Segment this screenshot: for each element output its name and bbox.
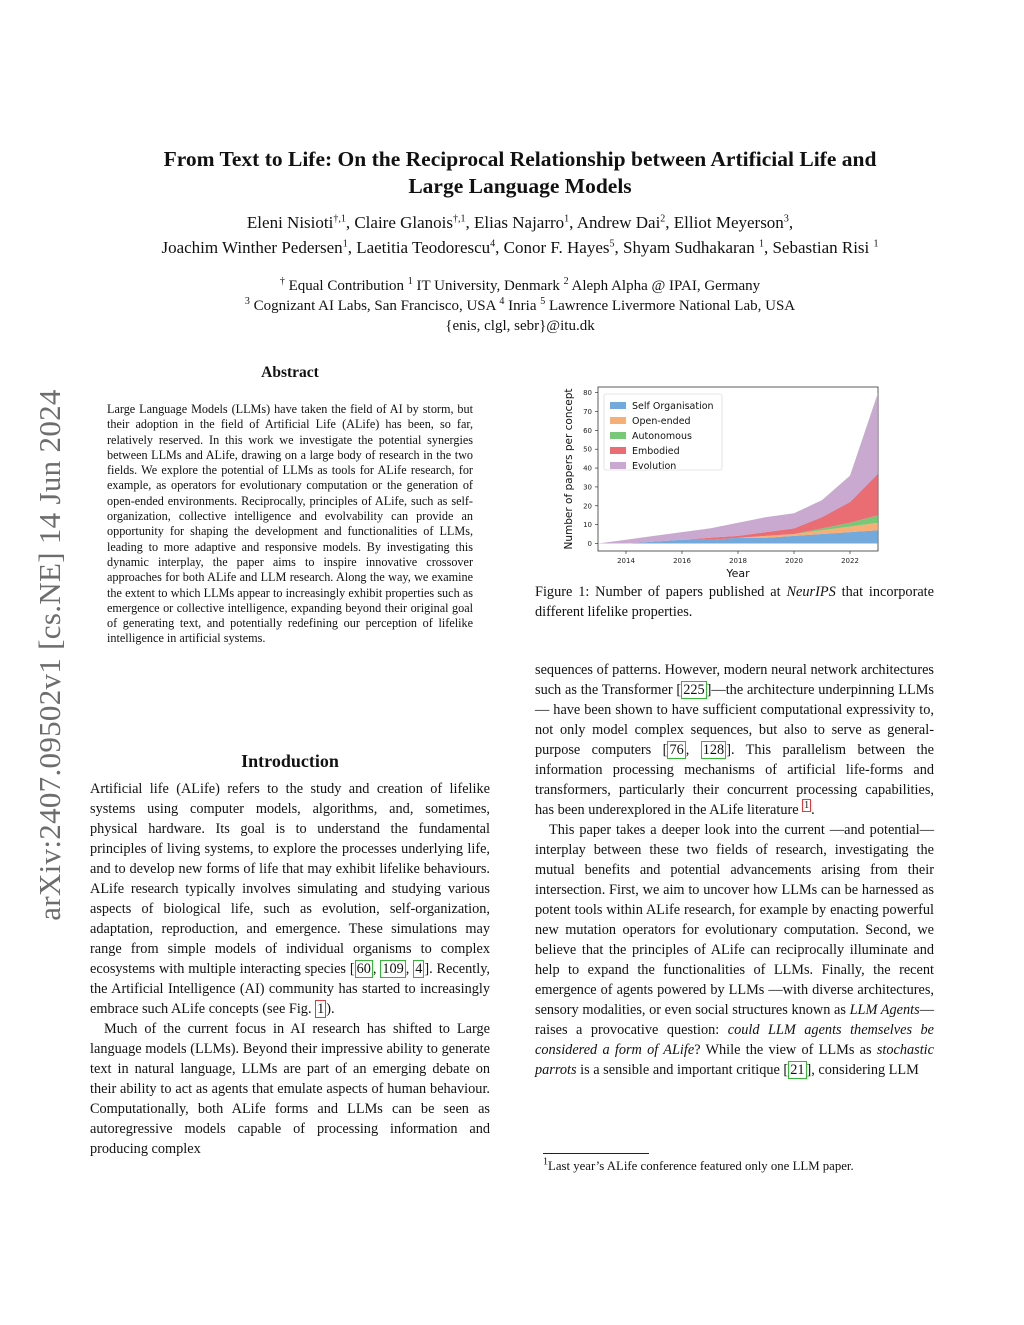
legend-swatch bbox=[610, 402, 626, 409]
legend-label: Self Organisation bbox=[632, 401, 714, 412]
author: Shyam Sudhakaran bbox=[622, 238, 759, 257]
y-tick-label: 10 bbox=[583, 521, 592, 530]
paragraph: This paper takes a deeper look into the current —and potential— interplay between these two fields of research, investigating the mutual benefits and potential advancements arising from their intersection. First, we aim to uncover how LLMs can be harnessed as potent tools within ALife research, for example by enacting powerful new mutation operators for evolutionary computation. Second, we believe that the principles of ALife can reciprocally illuminate and help to expand the functionalities of LLMs. Finally, the recent emergence of agents powered by LLMs —with diverse architectures, sensory modalities, or even social structures known as LLM Agents— raises a provocative question: could LLM agents themselves be considered a form of ALife? While the view of LLMs as stochastic parrots is a sensible and important critique [ 21 ], considering LLM bbox=[535, 822, 934, 1078]
y-tick-label: 20 bbox=[583, 502, 592, 511]
figure-link[interactable]: 1 bbox=[317, 1001, 325, 1017]
author: Eleni Nisioti bbox=[246, 213, 334, 232]
y-tick-label: 0 bbox=[587, 539, 592, 548]
legend-swatch bbox=[610, 462, 626, 469]
legend-label: Embodied bbox=[632, 446, 680, 457]
abstract-text: Large Language Models (LLMs) have taken the field of AI by storm, but their adoption in the field of Artificial Life (ALife) has been, so far, relatively reserved. In this work we investigate the potential synergies between LLMs and ALife, drawing on a large body of research in the two fields. We explore the potential of LLMs as tools for ALife research, for example, as operators for evolutionary computation or the generation of open-ended environments. Reciprocally, principles of ALife, such as self-organization, collective intelligence and evolvability can provide an opportunity for shaping the development and functionalities of LLMs, leading to more adaptive and responsive models. By investigating this dynamic interplay, the paper aims to inspire innovative crossover approaches for both ALife and LLM research. Along the way, we examine the extent to which LLMs appear to increasingly exhibit properties such as emergence or collective intelligence, expanding beyond their original goal of generating text, and potentially redefining our perception of lifelike intelligence in artificial systems. bbox=[107, 402, 473, 646]
author-line-1: Eleni Nisioti$^{\dagger,1}$, Claire Glanois$^{\dagger,1}$, Elias Najarro$^1$, Andrew Dai$^2$, Elliot Meyerson$^3$, bbox=[246, 213, 794, 232]
legend-swatch bbox=[610, 417, 626, 424]
citation-link[interactable]: 60 bbox=[356, 961, 371, 977]
y-tick-label: 70 bbox=[583, 408, 592, 417]
abstract-heading: Abstract bbox=[261, 364, 319, 381]
paragraph: Artificial life (ALife) refers to the study and creation of lifelike systems using computer models, algorithms, and, sometimes, physical hardware. Its goal is to understand the fundamental principles of living systems, to explore the processes underlying life, and to develop new forms of life that may exhibit lifelike behaviours. ALife research typically involves simulating and studying various aspects of biological life, such as evolution, self-organization, adaptation, reproduction, and emergence. These simulations may range from simple models of individual organisms to complex ecosystems with multiple interacting species [ 60 , 109 , 4 ]. Recently, the Artificial Intelligence (AI) community has started to increasingly embrace such ALife concepts (see Fig. 1 ). bbox=[90, 781, 490, 1017]
affiliation-line-2: $^3$ Cognizant AI Labs, San Francisco, USA $^4$ Inria $^5$ Lawrence Livermore National Lab, USA bbox=[244, 296, 796, 314]
left-column-body bbox=[90, 779, 490, 1159]
legend-swatch bbox=[610, 432, 626, 439]
author: Conor F. Hayes bbox=[503, 238, 610, 257]
citation-link[interactable]: 21 bbox=[790, 1062, 805, 1078]
author: Elliot Meyerson bbox=[673, 213, 784, 232]
paper-title: From Text to Life: On the Reciprocal Relationship between Artificial Life and Large Language Models bbox=[163, 147, 877, 198]
citation-link[interactable]: 225 bbox=[683, 682, 705, 698]
y-tick-label: 80 bbox=[583, 389, 592, 398]
author: Joachim Winther Pedersen bbox=[161, 238, 343, 257]
x-tick-label: 2020 bbox=[785, 557, 803, 565]
author: Laetitia Teodorescu bbox=[356, 238, 491, 257]
legend-label: Evolution bbox=[632, 461, 677, 472]
legend-label: Open-ended bbox=[632, 416, 691, 427]
papers-per-concept-chart bbox=[562, 382, 892, 578]
legend-swatch bbox=[610, 447, 626, 454]
y-tick-label: 60 bbox=[583, 426, 592, 435]
citation-link[interactable]: 76 bbox=[669, 742, 684, 758]
author: Sebastian Risi bbox=[772, 238, 874, 257]
paragraph: Much of the current focus in AI research has shifted to Large language models (LLMs). Beyond their impressive ability to generate text in natural language, LLMs are part of an emerging debate on their ability to act as agents that emulate aspects of human behaviour. Computationally, both ALife forms and LLMs can be seen as autoregressive models capable of processing information and producing complex bbox=[90, 1021, 490, 1157]
arxiv-sidebar bbox=[30, 360, 70, 950]
affiliation-line-1: † Equal Contribution $^1$ IT University, Denmark $^2$ Aleph Alpha @ IPAI, Germany bbox=[279, 276, 761, 294]
right-column-body bbox=[535, 660, 934, 1080]
y-tick-label: 40 bbox=[583, 464, 592, 473]
y-tick-label: 50 bbox=[583, 445, 592, 454]
citation-link[interactable]: 109 bbox=[382, 961, 404, 977]
author: Claire Glanois bbox=[354, 213, 454, 232]
introduction-heading: Introduction bbox=[241, 751, 339, 771]
x-tick-label: 2014 bbox=[617, 557, 635, 565]
footnote-rule bbox=[543, 1153, 649, 1154]
figure-caption: Figure 1: Number of papers published at NeurIPS that incorporate different lifelike properties. bbox=[535, 584, 934, 620]
footnote-link[interactable]: 1 bbox=[804, 800, 810, 812]
x-axis-label: Year bbox=[726, 567, 750, 578]
x-tick-label: 2018 bbox=[729, 557, 747, 565]
y-axis-label: Number of papers per concept bbox=[563, 388, 575, 550]
citation-link[interactable]: 128 bbox=[702, 742, 725, 758]
author: Andrew Dai bbox=[576, 213, 661, 232]
x-tick-label: 2022 bbox=[841, 557, 859, 565]
footnote: $^1$Last year’s ALife conference featured only one LLM paper. bbox=[543, 1156, 854, 1173]
author: Elias Najarro bbox=[474, 213, 565, 232]
author-list bbox=[60, 210, 980, 260]
author-line-2: Joachim Winther Pedersen$^1$, Laetitia Teodorescu$^4$, Conor F. Hayes$^5$, Shyam Sudhakaran $^1$, Sebastian Risi $^1$ bbox=[161, 238, 879, 257]
paragraph: sequences of patterns. However, modern neural network architectures such as the Transformer [ 225 ]—the architecture underpinning LLMs— have been shown to have sufficient computational expressivity to, not only model complex sequences, but also to serve as general-purpose computers [ 76 , 128 ]. This parallelism between the information processing mechanisms of artificial life-forms and transformers, particularly their concurrent processing capabilities, has been underexplored in the ALife literature $^1$ . bbox=[535, 662, 934, 818]
arxiv-identifier: arXiv:2407.09502v1 [cs.NE] 14 Jun 2024 bbox=[32, 389, 67, 921]
citation-link[interactable]: 4 bbox=[415, 961, 423, 977]
affiliations bbox=[120, 276, 920, 336]
y-tick-label: 30 bbox=[583, 483, 592, 492]
x-tick-label: 2016 bbox=[673, 557, 691, 565]
legend-label: Autonomous bbox=[632, 431, 692, 442]
contact-email: {enis, clgl, sebr}@itu.dk bbox=[445, 318, 595, 334]
